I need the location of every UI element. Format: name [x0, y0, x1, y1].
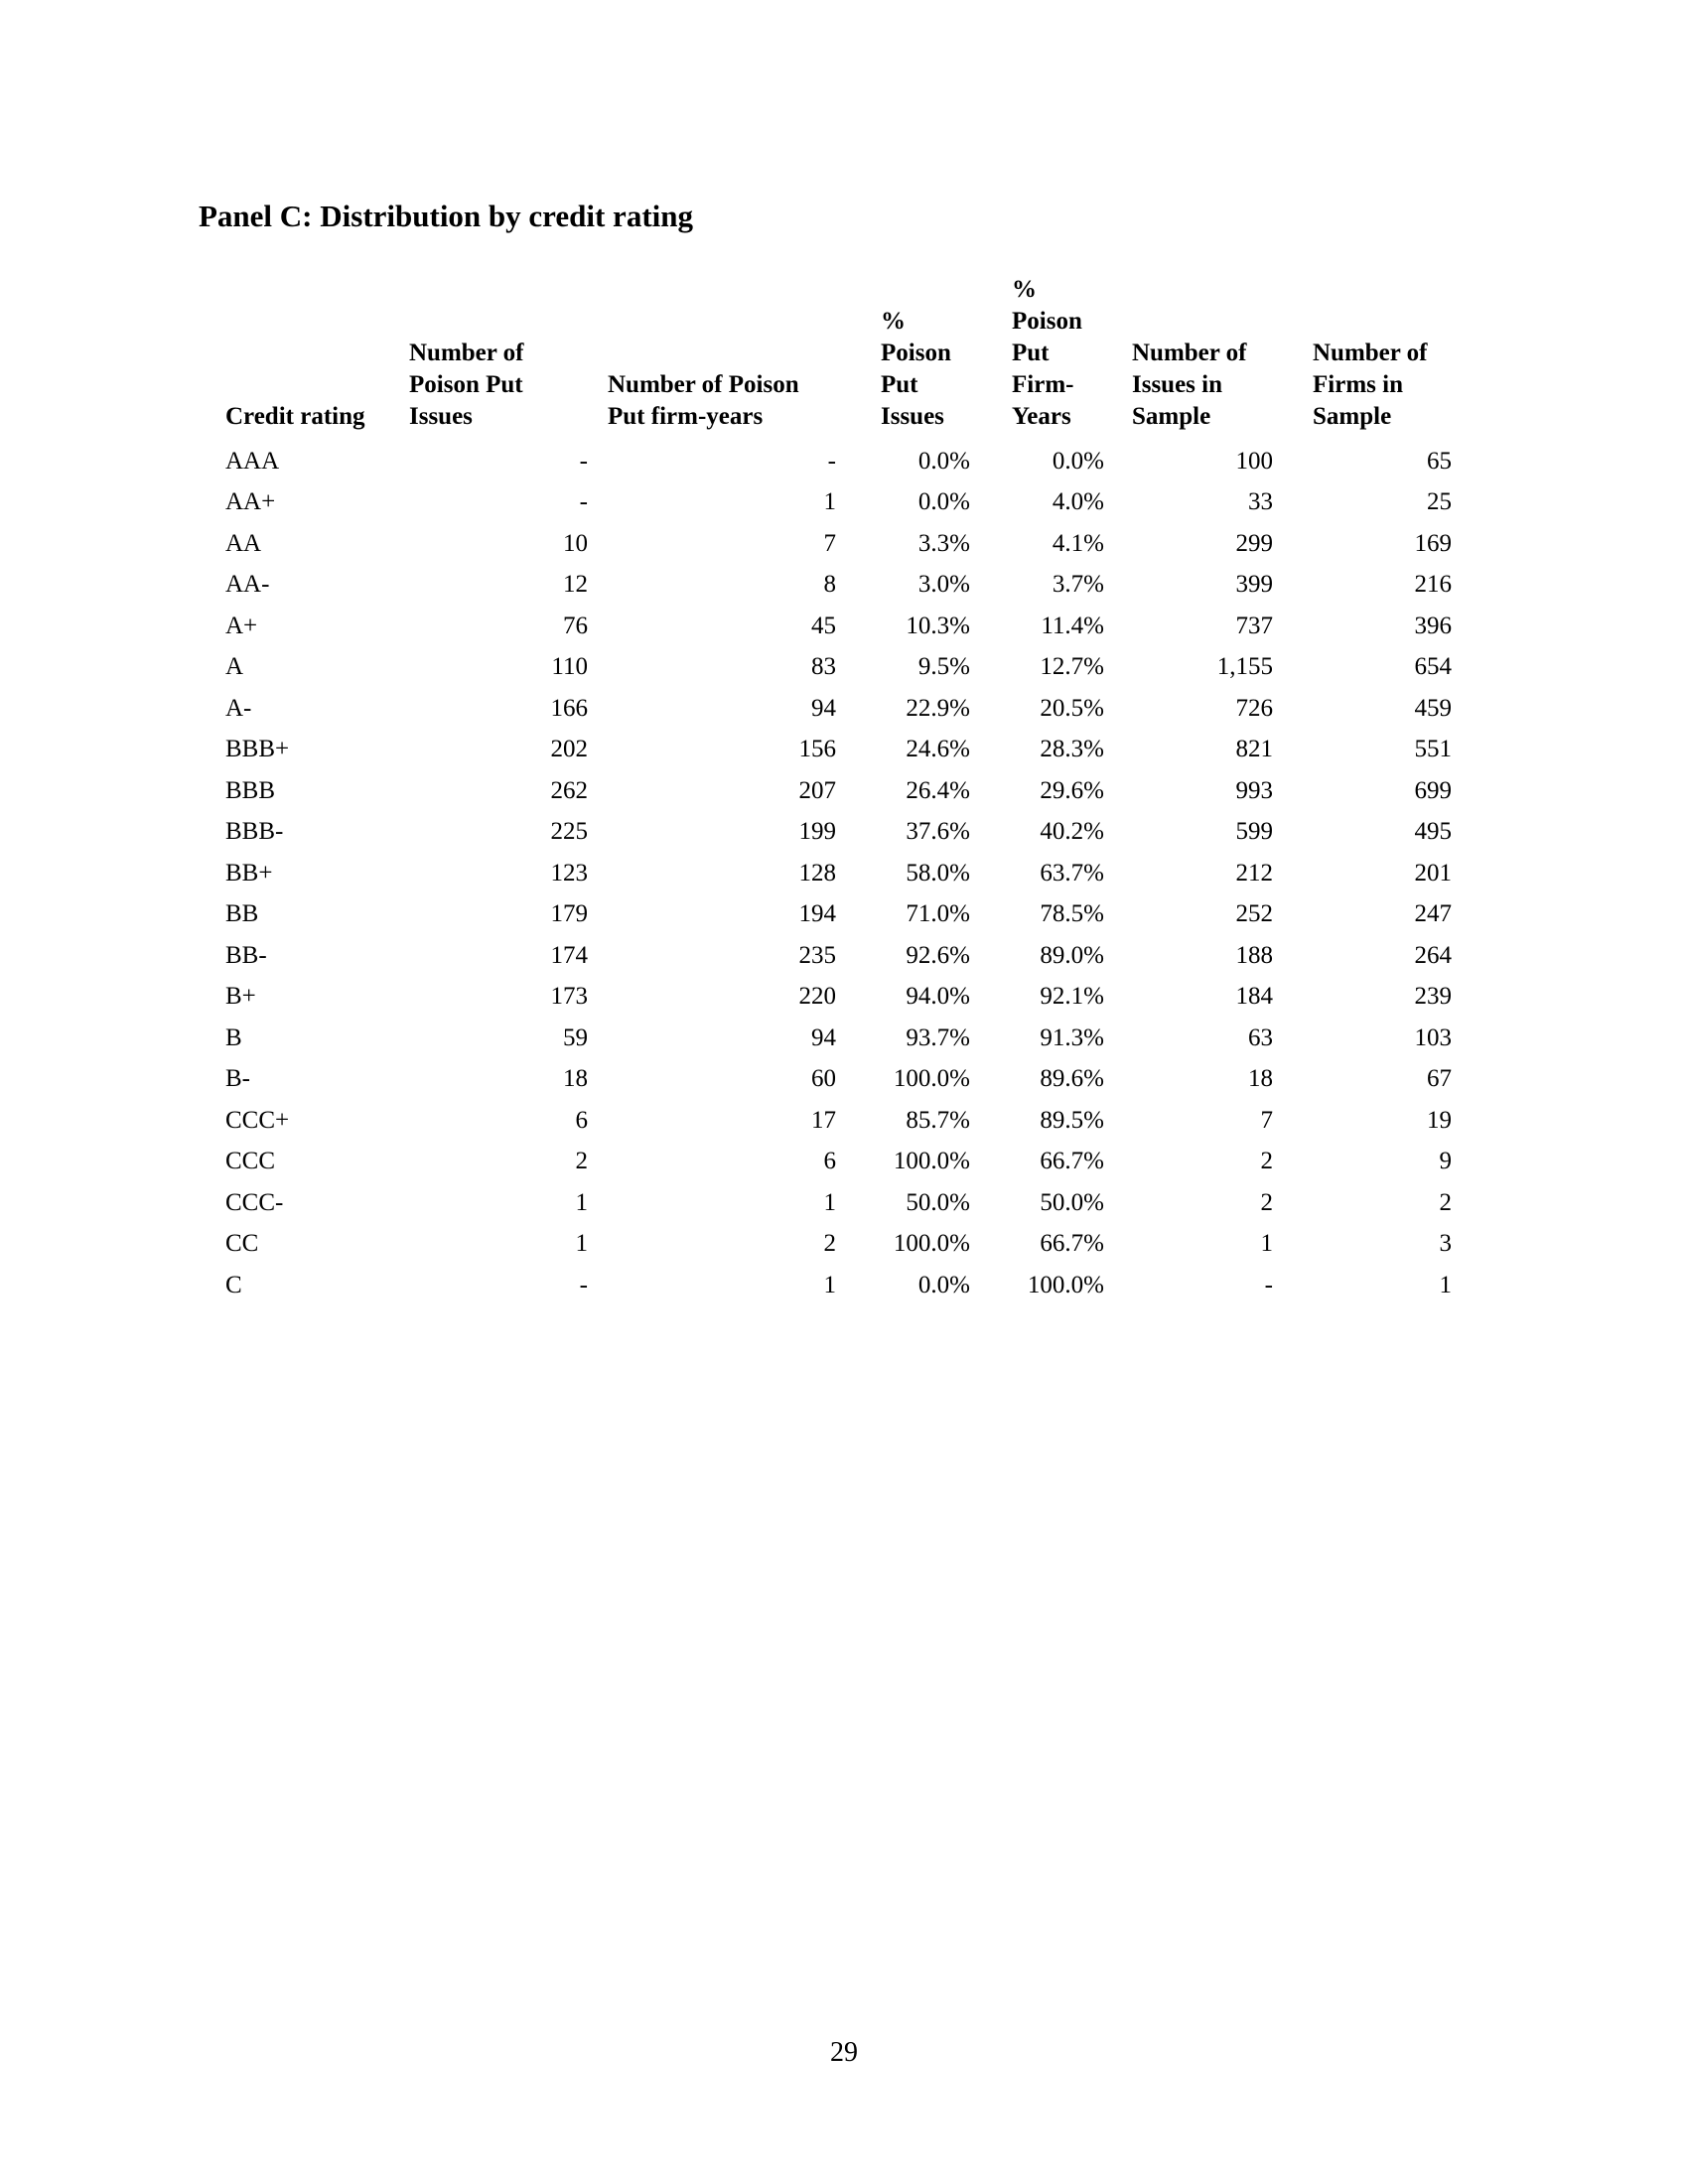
issues-in-sample-cell: 63	[1248, 1024, 1273, 1051]
issues-in-sample-cell: 726	[1235, 694, 1273, 722]
pct-poison-put-issues-cell: 100.0%	[893, 1148, 970, 1175]
poison-put-firm-years-cell: 194	[798, 900, 836, 928]
firms-in-sample-cell: 9	[1439, 1148, 1452, 1175]
header-poison-put-issues: Number of Poison Put Issues	[409, 340, 524, 430]
firms-in-sample-cell: 551	[1414, 736, 1452, 763]
poison-put-firm-years-cell: 6	[823, 1148, 836, 1175]
pct-poison-put-issues-cell: 10.3%	[906, 612, 970, 639]
credit-rating-cell: CCC+	[225, 1106, 290, 1134]
credit-rating-cell: B-	[225, 1065, 250, 1093]
table-row	[225, 1142, 1452, 1183]
poison-put-issues-cell: 18	[563, 1065, 588, 1093]
poison-put-firm-years-cell: 1	[823, 1188, 836, 1216]
pct-poison-put-firm-years-cell: 66.7%	[1040, 1230, 1104, 1258]
table-row	[225, 441, 1452, 482]
credit-rating-cell: A	[225, 653, 244, 681]
firms-in-sample-cell: 654	[1414, 653, 1452, 681]
header-firms-in-sample: Number of Firms in Sample	[1313, 340, 1428, 430]
table-row	[225, 812, 1452, 854]
table-row	[225, 853, 1452, 894]
poison-put-issues-cell: 6	[575, 1106, 588, 1134]
firms-in-sample-cell: 3	[1439, 1230, 1452, 1258]
table-body	[225, 441, 1452, 1306]
issues-in-sample-cell: 252	[1235, 900, 1273, 928]
pct-poison-put-issues-cell: 0.0%	[917, 488, 970, 516]
issues-in-sample-cell: 33	[1248, 488, 1273, 516]
poison-put-issues-cell: 166	[550, 694, 588, 722]
poison-put-firm-years-cell: 45	[811, 612, 836, 639]
header-credit-rating: Credit rating	[225, 403, 365, 430]
poison-put-firm-years-cell: 220	[798, 983, 836, 1011]
table-row	[225, 977, 1452, 1019]
pct-poison-put-issues-cell: 58.0%	[906, 859, 970, 887]
credit-rating-cell: AA	[225, 529, 262, 557]
pct-poison-put-issues-cell: 9.5%	[917, 653, 970, 681]
credit-rating-cell: B	[225, 1024, 242, 1051]
issues-in-sample-cell: 18	[1248, 1065, 1273, 1093]
poison-put-issues-cell: 173	[550, 983, 588, 1011]
header-poison-put-firm-years: Number of Poison Put firm-years	[608, 371, 799, 430]
pct-poison-put-issues-cell: 92.6%	[906, 941, 970, 969]
pct-poison-put-firm-years-cell: 28.3%	[1040, 736, 1104, 763]
credit-rating-cell: AAA	[225, 447, 280, 475]
issues-in-sample-cell: 212	[1235, 859, 1273, 887]
issues-in-sample-cell: 737	[1235, 612, 1273, 639]
pct-poison-put-issues-cell: 50.0%	[906, 1188, 970, 1216]
firms-in-sample-cell: 201	[1414, 859, 1452, 887]
credit-rating-cell: CC	[225, 1230, 259, 1258]
panel-title: Panel C: Distribution by credit rating	[199, 199, 693, 233]
firms-in-sample-cell: 459	[1414, 694, 1452, 722]
issues-in-sample-cell: 7	[1260, 1106, 1273, 1134]
poison-put-issues-cell: 59	[563, 1024, 588, 1051]
firms-in-sample-cell: 216	[1414, 571, 1452, 599]
poison-put-firm-years-cell: 8	[823, 571, 836, 599]
pct-poison-put-firm-years-cell: 20.5%	[1040, 694, 1104, 722]
table-row	[225, 1265, 1452, 1306]
poison-put-firm-years-cell: 83	[811, 653, 836, 681]
pct-poison-put-firm-years-cell: 89.0%	[1040, 941, 1104, 969]
poison-put-firm-years-cell: 199	[798, 818, 836, 846]
issues-in-sample-cell: -	[1264, 1271, 1273, 1298]
credit-rating-table	[225, 274, 1452, 1306]
pct-poison-put-firm-years-cell: 91.3%	[1040, 1024, 1104, 1051]
credit-rating-cell: CCC	[225, 1148, 276, 1175]
pct-poison-put-issues-cell: 85.7%	[906, 1106, 970, 1134]
pct-poison-put-issues-cell: 100.0%	[893, 1230, 970, 1258]
pct-poison-put-firm-years-cell: 40.2%	[1040, 818, 1104, 846]
poison-put-firm-years-cell: 7	[823, 529, 836, 557]
poison-put-firm-years-cell: -	[827, 447, 836, 475]
pct-poison-put-firm-years-cell: 12.7%	[1040, 653, 1104, 681]
pct-poison-put-issues-cell: 24.6%	[906, 736, 970, 763]
poison-put-firm-years-cell: 156	[798, 736, 836, 763]
pct-poison-put-firm-years-cell: 3.7%	[1052, 571, 1104, 599]
table-row	[225, 1018, 1452, 1059]
firms-in-sample-cell: 25	[1427, 488, 1452, 516]
table-row	[225, 523, 1452, 565]
poison-put-issues-cell: -	[579, 447, 588, 475]
pct-poison-put-firm-years-cell: 0.0%	[1052, 447, 1104, 475]
table-row	[225, 688, 1452, 730]
poison-put-issues-cell: 76	[563, 612, 588, 639]
credit-rating-cell: B+	[225, 983, 256, 1011]
issues-in-sample-cell: 184	[1235, 983, 1273, 1011]
poison-put-issues-cell: 179	[550, 900, 588, 928]
pct-poison-put-firm-years-cell: 100.0%	[1027, 1271, 1104, 1298]
pct-poison-put-issues-cell: 37.6%	[906, 818, 970, 846]
table-row	[225, 1182, 1452, 1224]
pct-poison-put-firm-years-cell: 89.6%	[1040, 1065, 1104, 1093]
table-row	[225, 482, 1452, 524]
table-row	[225, 1100, 1452, 1142]
pct-poison-put-firm-years-cell: 4.0%	[1052, 488, 1104, 516]
poison-put-issues-cell: 1	[575, 1188, 588, 1216]
poison-put-firm-years-cell: 17	[811, 1106, 836, 1134]
issues-in-sample-cell: 188	[1235, 941, 1273, 969]
header-issues-in-sample: Number of Issues in Sample	[1132, 340, 1247, 430]
table-row	[225, 730, 1452, 771]
credit-rating-cell: A-	[225, 694, 252, 722]
firms-in-sample-cell: 169	[1414, 529, 1452, 557]
poison-put-issues-cell: -	[579, 1271, 588, 1298]
issues-in-sample-cell: 1	[1260, 1230, 1273, 1258]
pct-poison-put-issues-cell: 0.0%	[917, 1271, 970, 1298]
credit-rating-cell: BB+	[225, 859, 273, 887]
poison-put-issues-cell: 10	[563, 529, 588, 557]
pct-poison-put-issues-cell: 71.0%	[906, 900, 970, 928]
poison-put-issues-cell: 202	[550, 736, 588, 763]
poison-put-issues-cell: 123	[550, 859, 588, 887]
firms-in-sample-cell: 65	[1427, 447, 1452, 475]
issues-in-sample-cell: 2	[1260, 1148, 1273, 1175]
poison-put-issues-cell: 2	[575, 1148, 588, 1175]
table-row	[225, 770, 1452, 812]
issues-in-sample-cell: 599	[1235, 818, 1273, 846]
firms-in-sample-cell: 67	[1427, 1065, 1452, 1093]
firms-in-sample-cell: 2	[1439, 1188, 1452, 1216]
firms-in-sample-cell: 396	[1414, 612, 1452, 639]
pct-poison-put-issues-cell: 94.0%	[906, 983, 970, 1011]
poison-put-firm-years-cell: 1	[823, 488, 836, 516]
poison-put-issues-cell: 262	[550, 776, 588, 804]
credit-rating-cell: BBB-	[225, 818, 284, 846]
firms-in-sample-cell: 699	[1414, 776, 1452, 804]
credit-rating-table-container	[225, 274, 1452, 1306]
poison-put-firm-years-cell: 60	[811, 1065, 836, 1093]
poison-put-firm-years-cell: 2	[823, 1230, 836, 1258]
issues-in-sample-cell: 821	[1235, 736, 1273, 763]
firms-in-sample-cell: 1	[1439, 1271, 1452, 1298]
credit-rating-cell: BBB	[225, 776, 276, 804]
table-row	[225, 565, 1452, 607]
firms-in-sample-cell: 495	[1414, 818, 1452, 846]
issues-in-sample-cell: 399	[1235, 571, 1273, 599]
pct-poison-put-firm-years-cell: 11.4%	[1041, 612, 1104, 639]
credit-rating-cell: A+	[225, 612, 258, 639]
issues-in-sample-cell: 299	[1235, 529, 1273, 557]
pct-poison-put-firm-years-cell: 89.5%	[1040, 1106, 1104, 1134]
table-row	[225, 935, 1452, 977]
pct-poison-put-issues-cell: 93.7%	[906, 1024, 970, 1051]
poison-put-issues-cell: 1	[575, 1230, 588, 1258]
credit-rating-cell: AA+	[225, 488, 276, 516]
firms-in-sample-cell: 247	[1414, 900, 1452, 928]
pct-poison-put-firm-years-cell: 29.6%	[1040, 776, 1104, 804]
issues-in-sample-cell: 2	[1260, 1188, 1273, 1216]
firms-in-sample-cell: 19	[1427, 1106, 1452, 1134]
poison-put-issues-cell: 225	[550, 818, 588, 846]
issues-in-sample-cell: 993	[1235, 776, 1273, 804]
poison-put-firm-years-cell: 94	[811, 694, 836, 722]
table-row	[225, 894, 1452, 936]
table-row	[225, 647, 1452, 689]
table-row	[225, 1224, 1452, 1266]
page-number: 29	[830, 2037, 858, 2068]
pct-poison-put-issues-cell: 26.4%	[906, 776, 970, 804]
pct-poison-put-issues-cell: 3.0%	[917, 571, 970, 599]
pct-poison-put-issues-cell: 100.0%	[893, 1065, 970, 1093]
pct-poison-put-issues-cell: 22.9%	[906, 694, 970, 722]
poison-put-issues-cell: 174	[550, 941, 588, 969]
table-header-row	[225, 274, 1452, 441]
pct-poison-put-firm-years-cell: 63.7%	[1040, 859, 1104, 887]
credit-rating-cell: CCC-	[225, 1188, 284, 1216]
poison-put-issues-cell: 12	[563, 571, 588, 599]
poison-put-firm-years-cell: 1	[823, 1271, 836, 1298]
poison-put-firm-years-cell: 128	[798, 859, 836, 887]
pct-poison-put-firm-years-cell: 50.0%	[1040, 1188, 1104, 1216]
pct-poison-put-firm-years-cell: 92.1%	[1040, 983, 1104, 1011]
pct-poison-put-issues-cell: 0.0%	[917, 447, 970, 475]
header-pct-poison-put-firm-years: % Poison Put Firm-Years	[1012, 276, 1082, 430]
credit-rating-cell: BB	[225, 900, 259, 928]
credit-rating-cell: BB-	[225, 941, 267, 969]
issues-in-sample-cell: 1,155	[1216, 653, 1273, 681]
firms-in-sample-cell: 103	[1414, 1024, 1452, 1051]
pct-poison-put-firm-years-cell: 78.5%	[1040, 900, 1104, 928]
credit-rating-cell: AA-	[225, 571, 270, 599]
firms-in-sample-cell: 239	[1414, 983, 1452, 1011]
firms-in-sample-cell: 264	[1414, 941, 1452, 969]
pct-poison-put-firm-years-cell: 66.7%	[1040, 1148, 1104, 1175]
poison-put-issues-cell: -	[579, 488, 588, 516]
poison-put-firm-years-cell: 94	[811, 1024, 836, 1051]
poison-put-firm-years-cell: 235	[798, 941, 836, 969]
credit-rating-cell: BBB+	[225, 736, 290, 763]
table-row	[225, 1059, 1452, 1101]
header-pct-poison-put-issues: % Poison Put Issues	[881, 308, 951, 430]
poison-put-issues-cell: 110	[551, 653, 588, 681]
pct-poison-put-issues-cell: 3.3%	[917, 529, 970, 557]
table-row	[225, 606, 1452, 647]
credit-rating-cell: C	[225, 1271, 242, 1298]
poison-put-firm-years-cell: 207	[798, 776, 836, 804]
pct-poison-put-firm-years-cell: 4.1%	[1052, 529, 1104, 557]
issues-in-sample-cell: 100	[1235, 447, 1273, 475]
